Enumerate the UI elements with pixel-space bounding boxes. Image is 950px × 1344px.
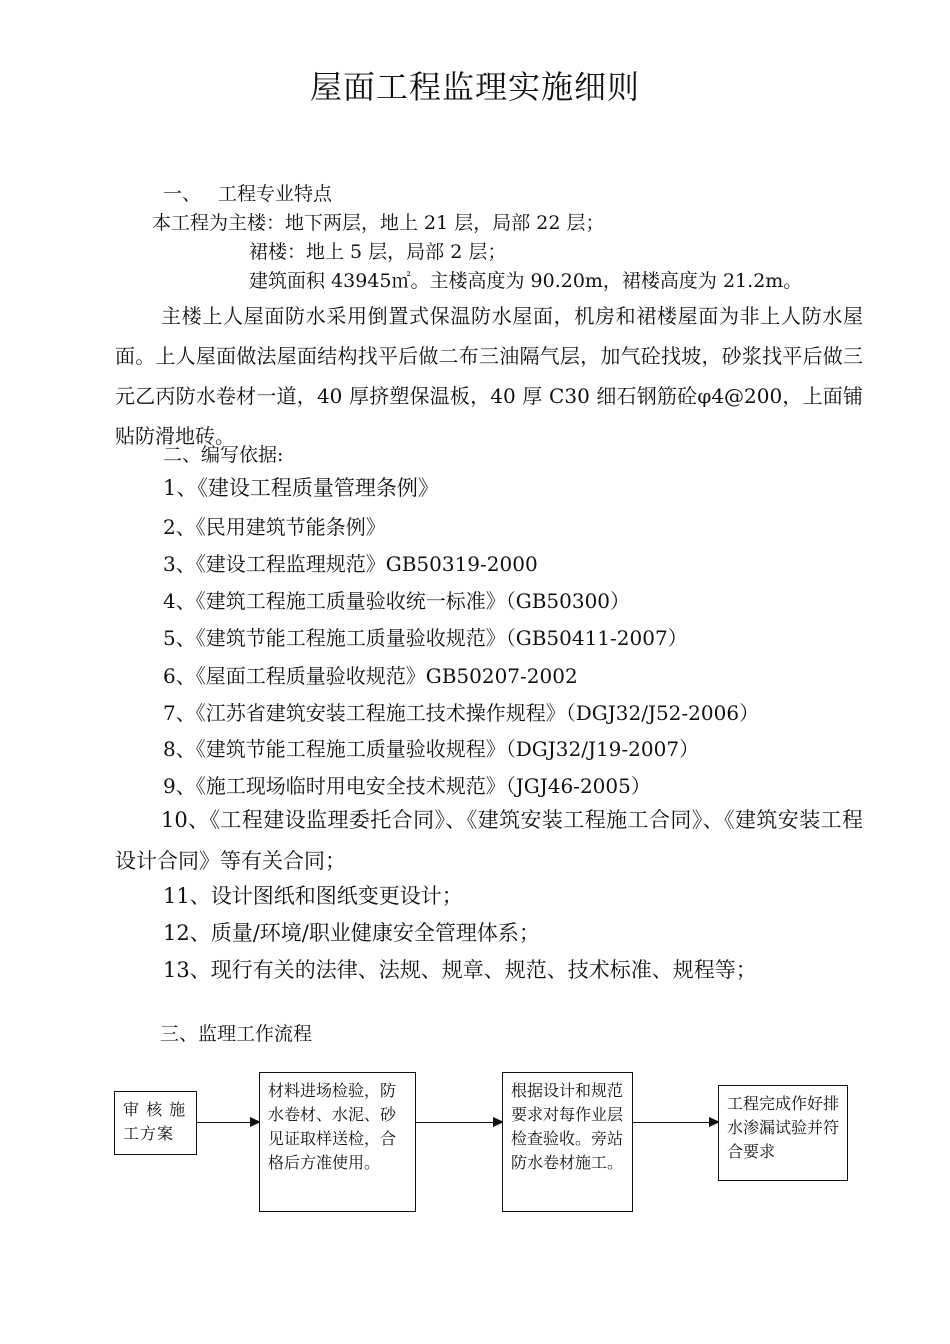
reference-item: 5、《建筑节能工程施工质量验收规范》（GB50411-2007） <box>163 626 688 650</box>
reference-item: 10、《工程建设监理委托合同》、《建筑安装工程施工合同》、《建筑安装工程设计合同》等有关合同； <box>115 808 863 873</box>
reference-item: 1、《建设工程质量管理条例》 <box>163 476 439 500</box>
reference-item: 4、《建筑工程施工质量验收统一标准》（GB50300） <box>163 589 631 613</box>
page-title: 屋面工程监理实施细则 <box>309 68 640 106</box>
section3-heading: 三、监理工作流程 <box>160 1023 313 1045</box>
section1-line-area: 建筑面积 43945㎡。主楼高度为 90.20m，裙楼高度为 21.2m。 <box>249 270 803 292</box>
flow-step-review-plan: 审 核 施 工方案 <box>114 1091 197 1155</box>
reference-item: 13、现行有关的法律、法规、规章、规范、技术标准、规程等； <box>163 958 757 982</box>
section1-line-main-building: 本工程为主楼：地下两层，地上 21 层，局部 22 层； <box>152 212 605 234</box>
reference-item: 7、《江苏省建筑安装工程施工技术操作规程》（DGJ32/J52-2006） <box>163 701 760 725</box>
flow-step-material-inspection: 材料进场检验，防水卷材、水泥、砂见证取样送检，合格后方准使用。 <box>259 1072 416 1212</box>
section1-line-podium: 裙楼：地上 5 层，局部 2 层； <box>249 241 507 263</box>
reference-item: 3、《建设工程监理规范》GB50319-2000 <box>163 552 538 576</box>
section1-paragraph: 主楼上人屋面防水采用倒置式保温防水屋面，机房和裙楼屋面为非上人防水屋面。上人屋面做法屋面结构找平后做二布三油隔气层，加气砼找坡，砂浆找平后做三元乙丙防水卷材一道，40 厚挤塑保温板，40 厚 C30 细石钢筋砼φ4@200，上面铺贴防滑地砖。 <box>115 304 863 448</box>
flow-arrow <box>416 1122 502 1123</box>
reference-item: 12、质量/环境/职业健康安全管理体系； <box>163 921 540 945</box>
section1-heading: 工程专业特点 <box>218 183 333 205</box>
reference-item: 6、《屋面工程质量验收规范》GB50207-2002 <box>163 664 578 688</box>
section1-heading-number: 一、 <box>163 183 202 205</box>
reference-item: 9、《施工现场临时用电安全技术规范》（JGJ46-2005） <box>163 774 651 798</box>
flow-step-drainage-test: 工程完成作好排水渗漏试验并符合要求 <box>718 1085 848 1181</box>
reference-item: 11、设计图纸和图纸变更设计； <box>163 884 463 908</box>
flow-arrow <box>633 1122 718 1123</box>
section2-heading: 二、编写依据: <box>163 444 284 466</box>
reference-item: 8、《建筑节能工程施工质量验收规程》（DGJ32/J19-2007） <box>163 737 700 761</box>
flow-step-layer-acceptance: 根据设计和规范要求对每作业层检查验收。旁站防水卷材施工。 <box>502 1072 633 1212</box>
flow-arrow <box>197 1122 259 1123</box>
reference-item: 2、《民用建筑节能条例》 <box>163 515 386 539</box>
